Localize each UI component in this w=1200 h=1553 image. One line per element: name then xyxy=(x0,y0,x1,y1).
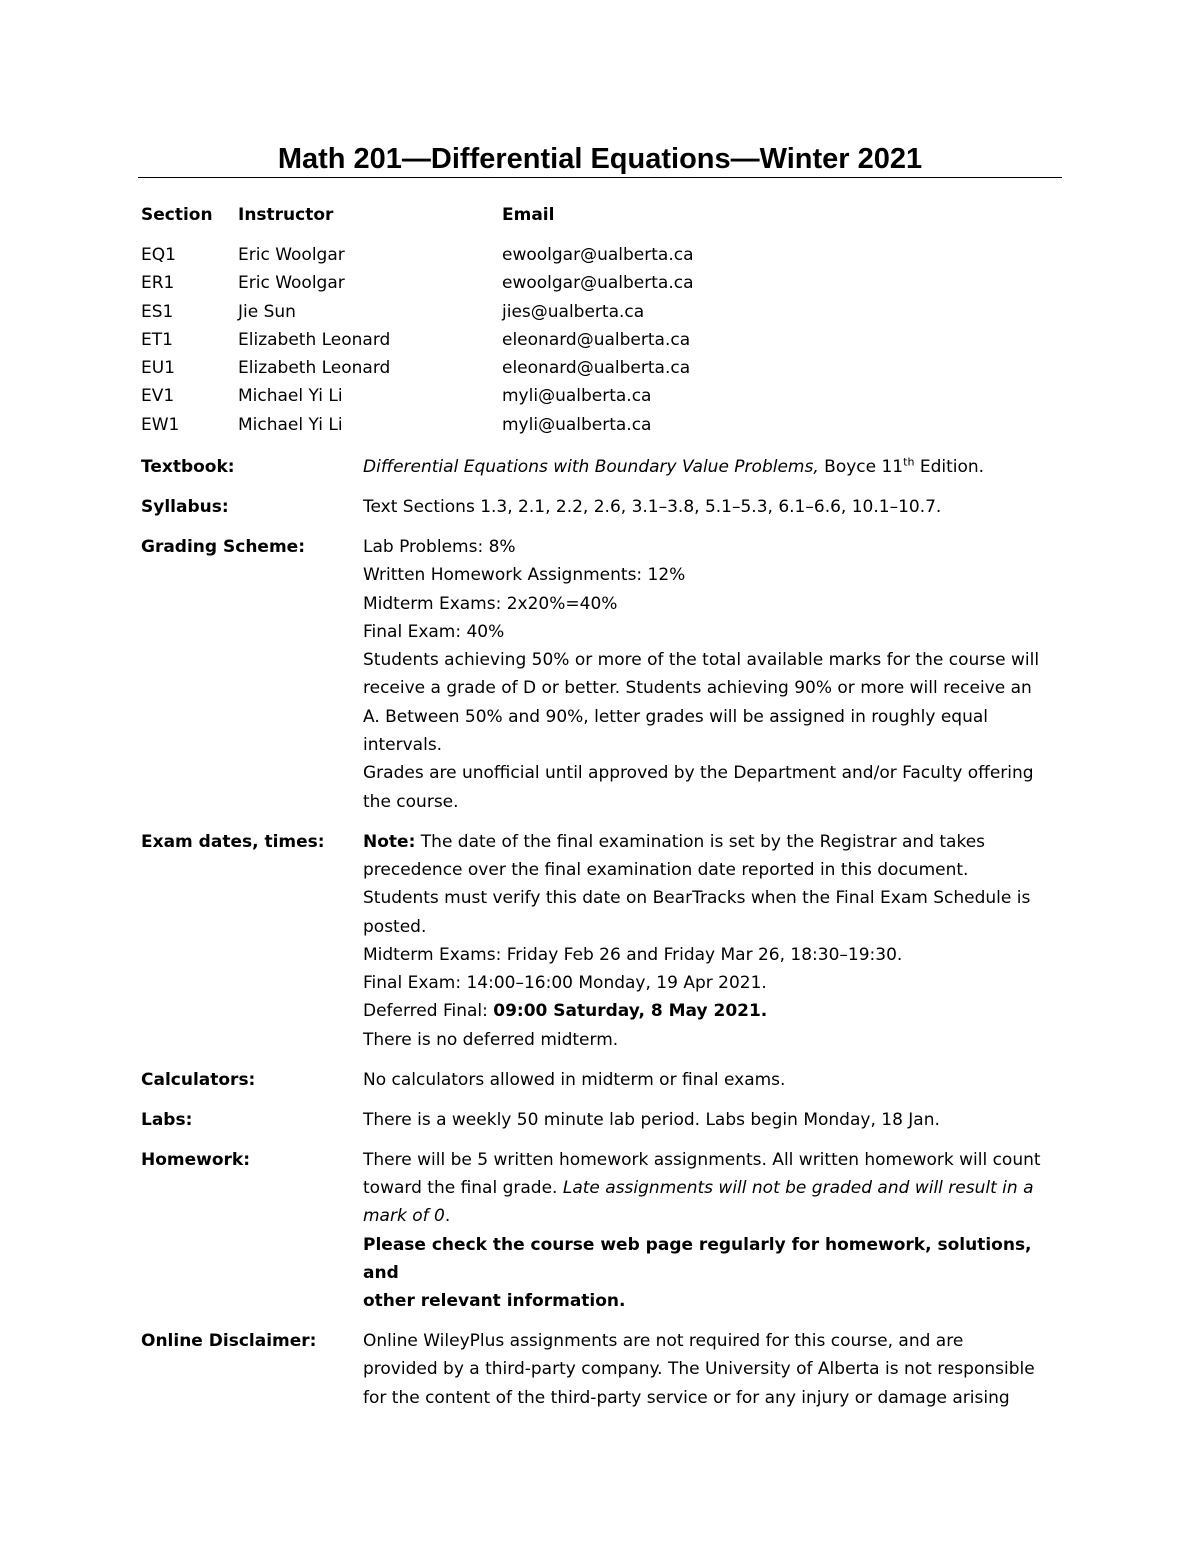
instructor-email: jies@ualberta.ca xyxy=(502,301,645,322)
section-code: EV1 xyxy=(141,386,175,407)
instructor-email: ewoolgar@ualberta.ca xyxy=(502,273,694,294)
homework-period: . xyxy=(444,1206,451,1227)
deferred-date: 09:00 Saturday, 8 May 2021. xyxy=(493,1001,768,1022)
textbook-item xyxy=(141,453,1071,481)
disclaimer-item xyxy=(141,1327,1071,1412)
section-code: ER1 xyxy=(141,273,175,294)
disclaimer-line: provided by a third-party company. The University of Alberta is not responsible xyxy=(363,1359,1035,1380)
table-row xyxy=(141,326,841,354)
homework-label: Homework: xyxy=(141,1149,251,1170)
calculators-item xyxy=(141,1066,1071,1094)
textbook-title: Differential Equations with Boundary Value Problems, xyxy=(363,457,819,477)
instructor-name: Michael Yi Li xyxy=(238,414,343,435)
homework-content xyxy=(363,1146,1067,1316)
note-text: The date of the final examination is set by the Registrar and takes xyxy=(415,831,986,852)
instructor-email: ewoolgar@ualberta.ca xyxy=(502,245,694,265)
labs-text: There is a weekly 50 minute lab period. Labs begin Monday, 18 Jan. xyxy=(363,1109,940,1130)
homework-notice: Please check the course web page regularly for homework, solutions, and xyxy=(363,1234,1032,1283)
grading-line: Final Exam: 40% xyxy=(363,621,505,642)
table-row xyxy=(141,382,841,410)
grading-line: Students achieving 50% or more of the total available marks for the course will xyxy=(363,650,1040,671)
grading-line: Grades are unofficial until approved by the Department and/or Faculty offering xyxy=(363,763,1034,784)
section-code: ES1 xyxy=(141,301,174,322)
header-section: Section xyxy=(141,205,213,225)
instructor-name: Eric Woolgar xyxy=(238,245,345,265)
instructor-name: Elizabeth Leonard xyxy=(238,358,391,379)
grading-line: the course. xyxy=(363,791,459,812)
instructor-name: Eric Woolgar xyxy=(238,273,345,294)
header-email: Email xyxy=(502,205,555,225)
instructor-email: myli@ualberta.ca xyxy=(502,414,652,435)
grading-line: A. Between 50% and 90%, letter grades will be assigned in roughly equal xyxy=(363,706,988,727)
grading-line: intervals. xyxy=(363,735,443,756)
header-instructor: Instructor xyxy=(238,205,334,225)
table-row xyxy=(141,298,841,326)
note-bold: Note: xyxy=(363,831,416,852)
sections-table xyxy=(141,201,841,439)
grading-line: receive a grade of D or better. Students achieving 90% or more will receive an xyxy=(363,678,1032,699)
table-row xyxy=(141,241,841,269)
sections-table-header xyxy=(141,201,841,241)
deferred-final-line xyxy=(363,997,1067,1025)
no-deferred-midterm: There is no deferred midterm. xyxy=(363,1029,619,1050)
exams-content xyxy=(363,828,1067,1054)
homework-notice: other relevant information. xyxy=(363,1291,626,1312)
section-code: EQ1 xyxy=(141,245,176,265)
table-row xyxy=(141,269,841,297)
grading-item xyxy=(141,533,1071,816)
final-exam-date: Final Exam: 14:00–16:00 Monday, 19 Apr 2021. xyxy=(363,973,767,994)
textbook-content xyxy=(363,453,1067,481)
homework-line: There will be 5 written homework assignments. All written homework will count xyxy=(363,1149,1041,1170)
exam-line: posted. xyxy=(363,916,427,937)
disclaimer-line: for the content of the third-party service or for any injury or damage arising xyxy=(363,1387,1010,1408)
syllabus-text: Text Sections 1.3, 2.1, 2.2, 2.6, 3.1–3.8, 5.1–5.3, 6.1–6.6, 10.1–10.7. xyxy=(363,496,942,517)
grading-line: Lab Problems: 8% xyxy=(363,536,516,557)
calculators-text: No calculators allowed in midterm or final exams. xyxy=(363,1069,786,1090)
textbook-author: Boyce 11 xyxy=(818,457,904,477)
homework-late-policy: Late assignments will not be graded and will result in a xyxy=(562,1177,1034,1198)
disclaimer-label: Online Disclaimer: xyxy=(141,1331,317,1352)
exam-line: precedence over the final examination date reported in this document. xyxy=(363,859,969,880)
deferred-prefix: Deferred Final: xyxy=(363,1001,494,1022)
exams-label: Exam dates, times: xyxy=(141,831,325,852)
textbook-edition: Edition. xyxy=(914,457,985,477)
course-details xyxy=(141,453,1071,1424)
exam-note-line xyxy=(363,828,1067,856)
homework-line xyxy=(363,1202,1067,1230)
exam-line: Students must verify this date on BearTracks when the Final Exam Schedule is xyxy=(363,888,1031,909)
syllabus-item xyxy=(141,493,1071,521)
table-row xyxy=(141,411,841,439)
grading-line: Written Homework Assignments: 12% xyxy=(363,565,686,586)
grading-content xyxy=(363,533,1067,816)
labs-item xyxy=(141,1106,1071,1134)
instructor-name: Jie Sun xyxy=(238,301,296,322)
disclaimer-line: Online WileyPlus assignments are not required for this course, and are xyxy=(363,1331,964,1352)
syllabus-label: Syllabus: xyxy=(141,496,229,517)
page-title: Math 201—Differential Equations—Winter 2021 xyxy=(277,143,923,175)
instructor-email: eleonard@ualberta.ca xyxy=(502,358,691,379)
section-code: EU1 xyxy=(141,358,175,379)
textbook-label: Textbook: xyxy=(141,457,235,477)
table-row xyxy=(141,354,841,382)
textbook-edition-sup: th xyxy=(903,455,915,469)
instructor-name: Elizabeth Leonard xyxy=(238,329,391,350)
homework-line xyxy=(363,1174,1067,1202)
calculators-label: Calculators: xyxy=(141,1069,256,1090)
grading-line: Midterm Exams: 2x20%=40% xyxy=(363,593,618,614)
homework-late-policy-end: mark of 0 xyxy=(363,1206,445,1227)
midterm-dates: Midterm Exams: Friday Feb 26 and Friday Mar 26, 18:30–19:30. xyxy=(363,944,903,965)
section-code: ET1 xyxy=(141,329,173,350)
homework-item xyxy=(141,1146,1071,1316)
section-code: EW1 xyxy=(141,414,180,435)
instructor-email: myli@ualberta.ca xyxy=(502,386,652,407)
disclaimer-content xyxy=(363,1327,1067,1412)
instructor-email: eleonard@ualberta.ca xyxy=(502,329,691,350)
exams-item xyxy=(141,828,1071,1054)
instructor-name: Michael Yi Li xyxy=(238,386,343,407)
grading-label: Grading Scheme: xyxy=(141,536,305,557)
labs-label: Labs: xyxy=(141,1109,193,1130)
title-underline xyxy=(138,177,1062,178)
homework-plain: toward the final grade. xyxy=(363,1177,563,1198)
